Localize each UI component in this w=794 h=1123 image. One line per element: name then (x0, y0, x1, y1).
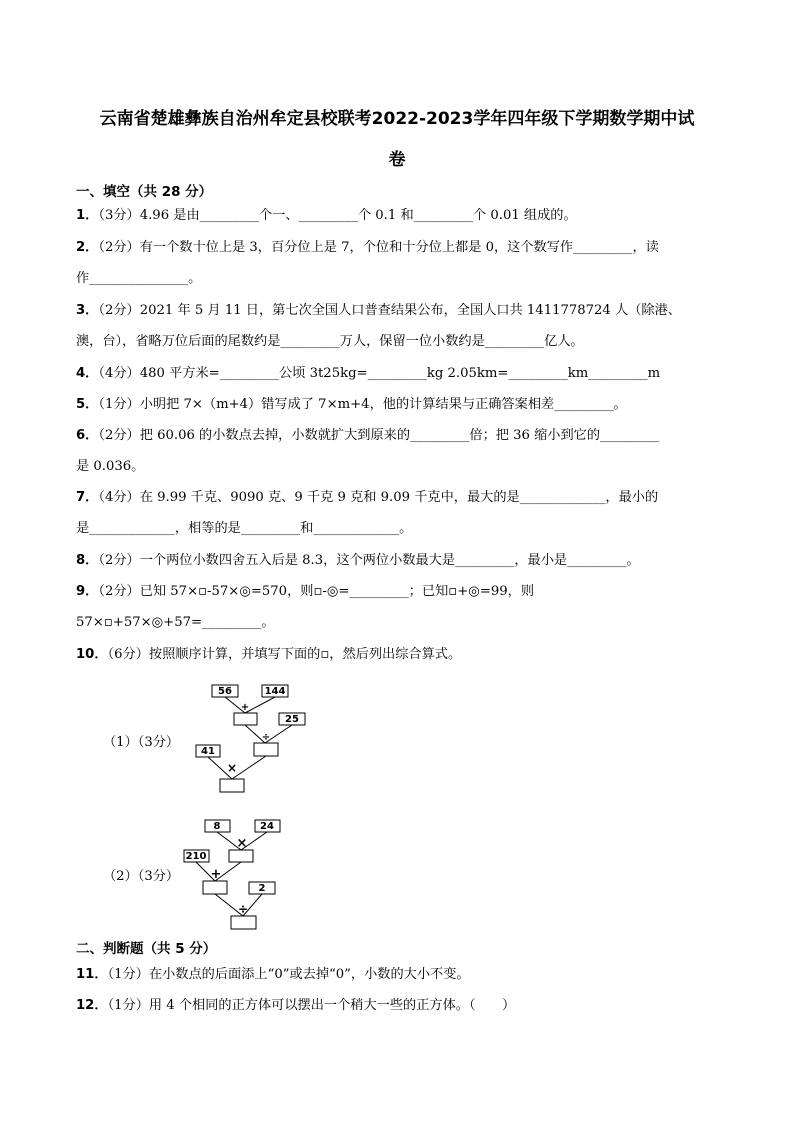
question-text: （2分）2021 年 5 月 11 日，第七次全国人口普查结果公布，全国人口共 1411778724 人（除港、 (98, 303, 681, 318)
answer-box (220, 779, 244, 792)
question-6 (76, 427, 659, 445)
question-12 (76, 997, 515, 1015)
operator-label: × (226, 761, 238, 775)
question-number: 3． (76, 303, 99, 318)
question-text: （2分）一个两位小数四舍五入后是 8.3，这个两位小数最大是_________，最小是_________。 (98, 553, 640, 568)
question-text: （4分）480 平方米=_________公顷 3t25kg=_________kg 2.05km=_________km_________m (98, 366, 661, 381)
question-text: （1分）在小数点的后面添上“0”或去掉“0”，小数的大小不变。 (107, 967, 470, 982)
question-text: （2分）已知 57×▫-57×◎=570，则▫-◎=_________；已知▫+◎=99，则 (98, 584, 535, 599)
question-number: 7． (76, 490, 99, 505)
question-text: （2分）把 60.06 的小数点去掉，小数就扩大到原来的_________倍；把 36 缩小到它的_________ (98, 428, 660, 443)
number-label: 56 (218, 686, 232, 697)
question-text: （1分）小明把 7×（m+4）错写成了 7×m+4，他的计算结果与正确答案相差_________。 (98, 397, 627, 412)
exam-title-line1: 云南省楚雄彝族自治州牟定县校联考2022-2023学年四年级下学期数学期中试 (99, 109, 695, 129)
number-label: 24 (260, 821, 274, 832)
question-7 (76, 489, 658, 507)
number-label: 8 (213, 821, 221, 832)
question-text: （3分）4.96 是由_________个一、_________个 0.1 和_________个 0.01 组成的。 (98, 208, 577, 223)
question-number: 9． (76, 584, 99, 599)
question-4 (76, 365, 660, 383)
q10-part2-label: （2）（3分） (103, 869, 180, 884)
question-number: 6． (76, 428, 99, 443)
question-5 (76, 396, 627, 414)
question-number: 4． (76, 366, 99, 381)
operator-label: + (240, 702, 250, 713)
question-number: 2． (76, 240, 99, 255)
question-3-line2: 澳，台），省略万位后面的尾数约是_________万人，保留一位小数约是_________亿人。 (76, 334, 584, 349)
question-9 (76, 583, 534, 601)
answer-box (229, 850, 253, 862)
question-text: （6分）按照顺序计算，并填写下面的▫，然后列出综合算式。 (107, 647, 462, 662)
operator-label: + (210, 867, 222, 882)
answer-box (203, 881, 227, 894)
operator-label: ÷ (237, 902, 249, 916)
section-judgement: 二、判断题（共 5 分） (76, 941, 217, 957)
question-text: （4分）在 9.99 千克、9090 克、9 千克 9 克和 9.09 千克中，最大的是_____________，最小的 (98, 490, 659, 505)
q10-part2-diagram (180, 815, 290, 935)
number-label: 144 (264, 686, 286, 697)
number-label: 41 (201, 746, 215, 757)
question-7-line2: 是_____________，相等的是_________和_____________。 (76, 521, 413, 536)
question-number: 11． (76, 967, 108, 982)
operator-label: ÷ (261, 732, 271, 743)
question-number: 8． (76, 553, 99, 568)
question-number: 10． (76, 647, 108, 662)
question-number: 12． (76, 998, 108, 1013)
question-10 (76, 646, 461, 664)
question-9-line2: 57×▫+57×◎+57=_________。 (76, 615, 275, 630)
answer-box (234, 713, 257, 725)
number-label: 25 (285, 714, 299, 725)
connector-line (245, 697, 275, 713)
operator-label: × (236, 836, 248, 851)
question-6-line2: 是 0.036。 (76, 459, 145, 474)
question-number: 1． (76, 208, 99, 223)
question-11 (76, 966, 470, 984)
connector-line (232, 756, 266, 779)
question-8 (76, 552, 640, 570)
q10-part1-diagram (190, 680, 320, 798)
exam-title-line2: 卷 (388, 150, 406, 170)
question-text: （2分）有一个数十位上是 3，百分位上是 7，个位和十分位上都是 0，这个数写作_________，读 (98, 240, 659, 255)
answer-box (231, 916, 256, 929)
question-3 (76, 302, 681, 320)
question-text: （1分）用 4 个相同的正方体可以摆出一个稍大一些的正方体。（ ） (107, 998, 516, 1013)
answer-box (254, 743, 278, 756)
number-label: 210 (185, 851, 207, 862)
question-1 (76, 207, 577, 225)
question-2 (76, 239, 659, 257)
number-label: 2 (258, 883, 266, 894)
question-number: 5． (76, 397, 99, 412)
q10-part1-label: （1）（3分） (103, 735, 180, 750)
question-2-line2: 作_______________。 (76, 271, 202, 286)
section-fill-blank: 一、填空（共 28 分） (76, 184, 213, 200)
